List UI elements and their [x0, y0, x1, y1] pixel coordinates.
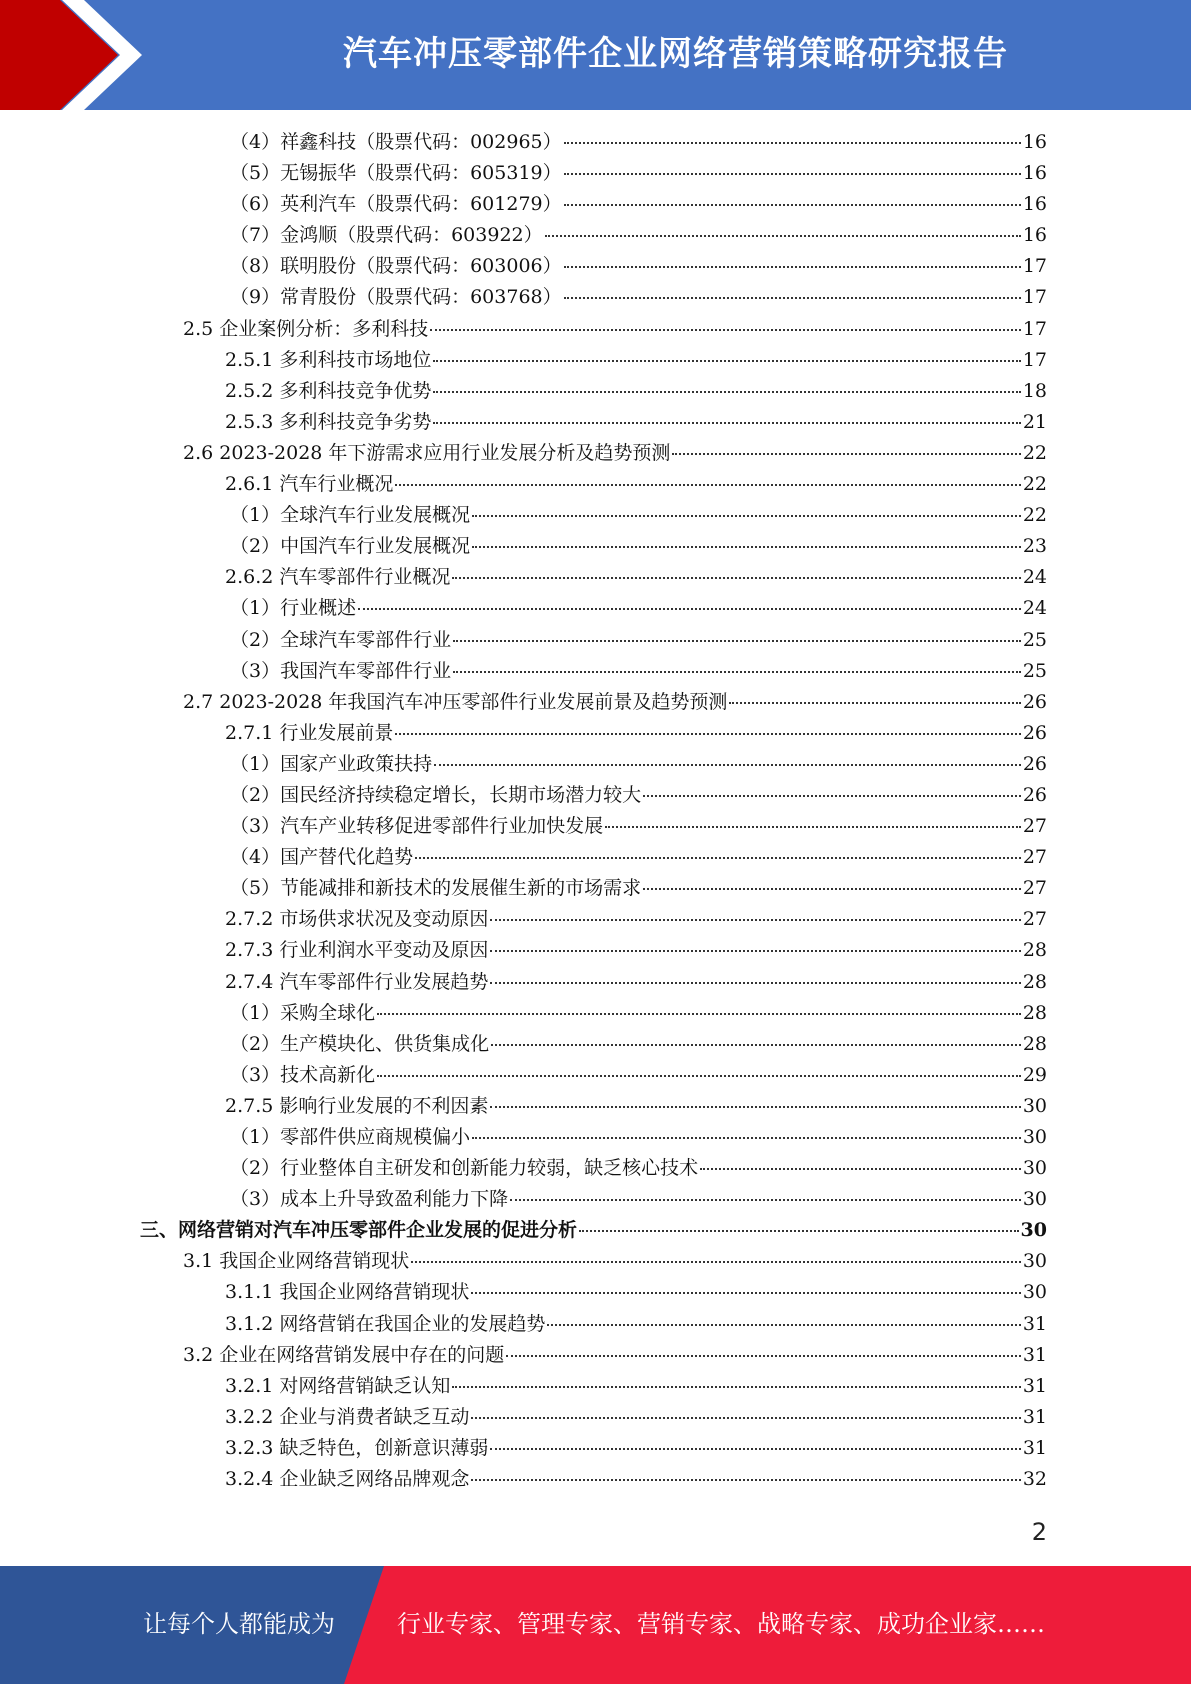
toc-entry-label: （2）国民经济持续稳定增长，长期市场潜力较大	[230, 783, 642, 806]
toc-entry-page: 29	[1022, 1063, 1047, 1086]
toc-dot-leader	[700, 1167, 1021, 1170]
chevron-arrow-icon	[0, 0, 160, 110]
toc-dot-leader	[490, 949, 1020, 952]
toc-entry-label: （1）全球汽车行业发展概况	[230, 504, 471, 527]
toc-entry-label: 2.5.2 多利科技竞争优势	[225, 379, 432, 402]
toc-dot-leader	[472, 545, 1021, 548]
toc-entry[interactable]	[0, 1215, 1191, 1246]
toc-entry-label: 三、网络营销对汽车冲压零部件企业发展的促进分析	[140, 1219, 578, 1242]
header-banner	[0, 0, 1191, 110]
toc-entry-label: 2.7 2023-2028 年我国汽车冲压零部件行业发展前景及趋势预测	[183, 690, 728, 713]
toc-entry-page: 17	[1022, 286, 1047, 309]
toc-entry-page: 28	[1022, 939, 1047, 962]
toc-entry-page: 16	[1022, 131, 1047, 153]
toc-entry[interactable]	[0, 1433, 1191, 1464]
toc-entry[interactable]	[0, 625, 1191, 656]
toc-entry-label: （2）中国汽车行业发展概况	[230, 535, 471, 558]
toc-entry[interactable]	[0, 438, 1191, 469]
toc-dot-leader	[547, 1323, 1020, 1326]
footer-slogan-left: 让每个人都能成为	[143, 1610, 335, 1638]
toc-entry[interactable]	[0, 904, 1191, 935]
toc-dot-leader	[472, 1136, 1021, 1139]
toc-entry-label: （3）汽车产业转移促进零部件行业加快发展	[230, 815, 604, 838]
toc-entry[interactable]	[0, 656, 1191, 687]
toc-entry-page: 31	[1022, 1436, 1047, 1459]
toc-entry-page: 22	[1022, 441, 1047, 464]
toc-entry[interactable]	[0, 345, 1191, 376]
toc-entry[interactable]	[0, 1029, 1191, 1060]
toc-entry[interactable]	[0, 407, 1191, 438]
toc-entry[interactable]	[0, 314, 1191, 345]
toc-dot-leader	[564, 172, 1021, 175]
toc-entry-page: 30	[1022, 1250, 1047, 1273]
toc-entry-page: 26	[1022, 752, 1047, 775]
toc-entry-page: 18	[1022, 379, 1047, 402]
toc-entry-page: 30	[1022, 1157, 1047, 1180]
toc-entry-label: 3.2.1 对网络营销缺乏认知	[225, 1374, 451, 1397]
toc-entry[interactable]	[0, 562, 1191, 593]
toc-entry-page: 26	[1022, 721, 1047, 744]
toc-entry-label: 3.1.1 我国企业网络营销现状	[225, 1281, 470, 1304]
toc-entry[interactable]	[0, 1464, 1191, 1495]
toc-dot-leader	[453, 639, 1021, 642]
toc-entry[interactable]	[0, 1340, 1191, 1371]
toc-entry[interactable]	[0, 251, 1191, 282]
toc-entry-page: 28	[1022, 970, 1047, 993]
toc-dot-leader	[564, 265, 1021, 268]
toc-entry-label: 2.5.3 多利科技竞争劣势	[225, 410, 432, 433]
toc-entry[interactable]	[0, 1402, 1191, 1433]
toc-entry-label: （3）我国汽车零部件行业	[230, 659, 452, 682]
toc-entry-page: 26	[1022, 690, 1047, 713]
toc-entry-page: 22	[1022, 473, 1047, 496]
toc-entry[interactable]	[0, 282, 1191, 313]
toc-entry-label: 2.5.1 多利科技市场地位	[225, 348, 432, 371]
toc-dot-leader	[605, 825, 1021, 828]
toc-entry-label: （8）联明股份（股票代码：603006）	[230, 255, 562, 278]
toc-entry[interactable]	[0, 749, 1191, 780]
toc-dot-leader	[564, 296, 1021, 299]
toc-dot-leader	[452, 576, 1020, 579]
toc-entry-page: 31	[1022, 1374, 1047, 1397]
toc-entry-page: 17	[1022, 255, 1047, 278]
toc-entry[interactable]	[0, 500, 1191, 531]
toc-entry-label: 2.6.2 汽车零部件行业概况	[225, 566, 451, 589]
toc-entry[interactable]	[0, 1371, 1191, 1402]
toc-entry-page: 24	[1022, 597, 1047, 620]
toc-entry[interactable]	[0, 998, 1191, 1029]
toc-dot-leader	[545, 234, 1021, 237]
toc-entry-page: 25	[1022, 628, 1047, 651]
toc-dot-leader	[471, 1478, 1020, 1481]
toc-entry-label: 2.7.2 市场供求状况及变动原因	[225, 908, 489, 931]
toc-entry[interactable]	[0, 469, 1191, 500]
toc-dot-leader	[395, 483, 1020, 486]
toc-entry-page: 26	[1022, 783, 1047, 806]
toc-entry-page: 30	[1022, 1126, 1047, 1148]
toc-entry-label: （6）英利汽车（股票代码：601279）	[230, 193, 562, 216]
toc-entry-page: 30	[1022, 1188, 1047, 1211]
toc-dot-leader	[564, 203, 1021, 206]
toc-entry[interactable]	[0, 811, 1191, 842]
toc-dot-leader	[490, 1105, 1020, 1108]
toc-entry[interactable]	[0, 220, 1191, 251]
toc-entry-label: （3）技术高新化	[230, 1063, 376, 1086]
toc-entry-label: 3.2.3 缺乏特色，创新意识薄弱	[225, 1436, 489, 1459]
toc-dot-leader	[729, 701, 1020, 704]
toc-dot-leader	[430, 328, 1021, 331]
toc-entry-label: 2.6 2023-2028 年下游需求应用行业发展分析及趋势预测	[183, 441, 671, 464]
toc-entry[interactable]	[0, 967, 1191, 998]
toc-entry-label: 3.1 我国企业网络营销现状	[183, 1250, 410, 1273]
toc-entry[interactable]	[0, 158, 1191, 189]
toc-entry-label: 2.6.1 汽车行业概况	[225, 473, 394, 496]
toc-dot-leader	[471, 1416, 1020, 1419]
toc-entry[interactable]	[0, 780, 1191, 811]
toc-entry-label: 2.7.1 行业发展前景	[225, 721, 394, 744]
toc-entry[interactable]	[0, 687, 1191, 718]
toc-dot-leader	[415, 856, 1021, 859]
toc-entry-label: （5）节能减排和新技术的发展催生新的市场需求	[230, 877, 642, 900]
toc-entry-page: 16	[1022, 193, 1047, 216]
toc-dot-leader	[672, 452, 1020, 455]
toc-entry[interactable]	[0, 1122, 1191, 1153]
toc-dot-leader	[643, 887, 1021, 890]
toc-entry-page: 31	[1022, 1312, 1047, 1335]
toc-entry-label: （5）无锡振华（股票代码：605319）	[230, 162, 562, 185]
toc-entry[interactable]	[0, 1246, 1191, 1277]
toc-dot-leader	[564, 141, 1021, 144]
toc-entry-page: 27	[1022, 877, 1047, 900]
toc-dot-leader	[490, 1447, 1020, 1450]
toc-entry-page: 22	[1022, 504, 1047, 527]
toc-entry[interactable]	[0, 1060, 1191, 1091]
toc-entry-label: （1）国家产业政策扶持	[230, 752, 433, 775]
toc-entry[interactable]	[0, 376, 1191, 407]
toc-entry-label: 2.5 企业案例分析：多利科技	[183, 317, 429, 340]
toc-dot-leader	[411, 1260, 1021, 1263]
toc-entry-label: （9）常青股份（股票代码：603768）	[230, 286, 562, 309]
toc-entry[interactable]	[0, 1184, 1191, 1215]
toc-entry-label: （1）采购全球化	[230, 1001, 376, 1024]
toc-entry-page: 21	[1022, 410, 1047, 433]
toc-entry-page: 31	[1022, 1405, 1047, 1428]
toc-entry-page: 27	[1022, 846, 1047, 869]
toc-entry[interactable]	[0, 593, 1191, 624]
toc-entry-label: （7）金鸿顺（股票代码：603922）	[230, 224, 543, 247]
toc-entry[interactable]	[0, 1277, 1191, 1308]
toc-entry-page: 27	[1022, 815, 1047, 838]
toc-entry-page: 28	[1022, 1032, 1047, 1055]
toc-entry-page: 27	[1022, 908, 1047, 931]
toc-dot-leader	[452, 1385, 1020, 1388]
toc-dot-leader	[510, 1198, 1021, 1201]
toc-entry-label: （3）成本上升导致盈利能力下降	[230, 1188, 509, 1211]
toc-entry-page: 30	[1022, 1281, 1047, 1304]
toc-dot-leader	[579, 1229, 1019, 1232]
toc-entry-label: 2.7.5 影响行业发展的不利因素	[225, 1094, 489, 1117]
toc-entry[interactable]	[0, 189, 1191, 220]
toc-entry[interactable]	[0, 127, 1191, 158]
toc-dot-leader	[358, 607, 1021, 610]
toc-dot-leader	[433, 390, 1020, 393]
toc-entry[interactable]	[0, 1309, 1191, 1340]
toc-entry[interactable]	[0, 531, 1191, 562]
toc-entry-page: 17	[1022, 317, 1047, 340]
toc-entry-page: 24	[1022, 566, 1047, 589]
toc-entry-label: （1）行业概述	[230, 597, 357, 620]
toc-dot-leader	[395, 732, 1020, 735]
toc-entry[interactable]	[0, 873, 1191, 904]
toc-entry[interactable]	[0, 935, 1191, 966]
toc-entry[interactable]	[0, 718, 1191, 749]
toc-entry-label: 2.7.4 汽车零部件行业发展趋势	[225, 970, 489, 993]
toc-entry[interactable]	[0, 1153, 1191, 1184]
toc-entry-page: 25	[1022, 659, 1047, 682]
footer-slogan-right: 行业专家、管理专家、营销专家、战略专家、成功企业家……	[397, 1610, 1045, 1638]
toc-entry[interactable]	[0, 1091, 1191, 1122]
toc-dot-leader	[434, 763, 1021, 766]
toc-entry-page: 30	[1020, 1219, 1047, 1242]
toc-entry-label: （4）祥鑫科技（股票代码：002965）	[230, 131, 562, 153]
toc-entry-page: 16	[1022, 162, 1047, 185]
toc-dot-leader	[433, 421, 1020, 424]
toc-dot-leader	[472, 514, 1021, 517]
page-number: 2	[1031, 1518, 1047, 1546]
toc-dot-leader	[643, 794, 1021, 797]
toc-entry-label: 3.2.4 企业缺乏网络品牌观念	[225, 1468, 470, 1491]
toc-entry-label: （4）国产替代化趋势	[230, 846, 414, 869]
toc-entry-label: （2）全球汽车零部件行业	[230, 628, 452, 651]
toc-entry-page: 30	[1022, 1094, 1047, 1117]
footer-banner	[0, 1566, 1191, 1684]
toc-entry-page: 28	[1022, 1001, 1047, 1024]
toc-entry[interactable]	[0, 842, 1191, 873]
toc-dot-leader	[453, 670, 1021, 673]
document-title: 汽车冲压零部件企业网络营销策略研究报告	[343, 34, 1008, 74]
toc-dot-leader	[377, 1074, 1021, 1077]
toc-entry-page: 23	[1022, 535, 1047, 558]
toc-dot-leader	[377, 1012, 1021, 1015]
toc-entry-label: （2）行业整体自主研发和创新能力较弱，缺乏核心技术	[230, 1157, 699, 1180]
toc-entry-page: 31	[1022, 1343, 1047, 1366]
toc-entry-label: 3.2.2 企业与消费者缺乏互动	[225, 1405, 470, 1428]
toc-entry-label: 3.1.2 网络营销在我国企业的发展趋势	[225, 1312, 546, 1335]
toc-entry-label: 2.7.3 行业利润水平变动及原因	[225, 939, 489, 962]
toc-entry-label: 3.2 企业在网络营销发展中存在的问题	[183, 1343, 505, 1366]
toc-entry-page: 16	[1022, 224, 1047, 247]
toc-dot-leader	[471, 1291, 1020, 1294]
toc-entry-page: 32	[1022, 1468, 1047, 1491]
toc-dot-leader	[490, 918, 1020, 921]
table-of-contents	[0, 127, 1191, 1495]
toc-dot-leader	[490, 981, 1020, 984]
toc-dot-leader	[433, 359, 1020, 362]
toc-entry-label: （1）零部件供应商规模偏小	[230, 1126, 471, 1148]
toc-dot-leader	[506, 1354, 1021, 1357]
toc-entry-page: 17	[1022, 348, 1047, 371]
toc-dot-leader	[491, 1043, 1021, 1046]
toc-entry-label: （2）生产模块化、供货集成化	[230, 1032, 490, 1055]
